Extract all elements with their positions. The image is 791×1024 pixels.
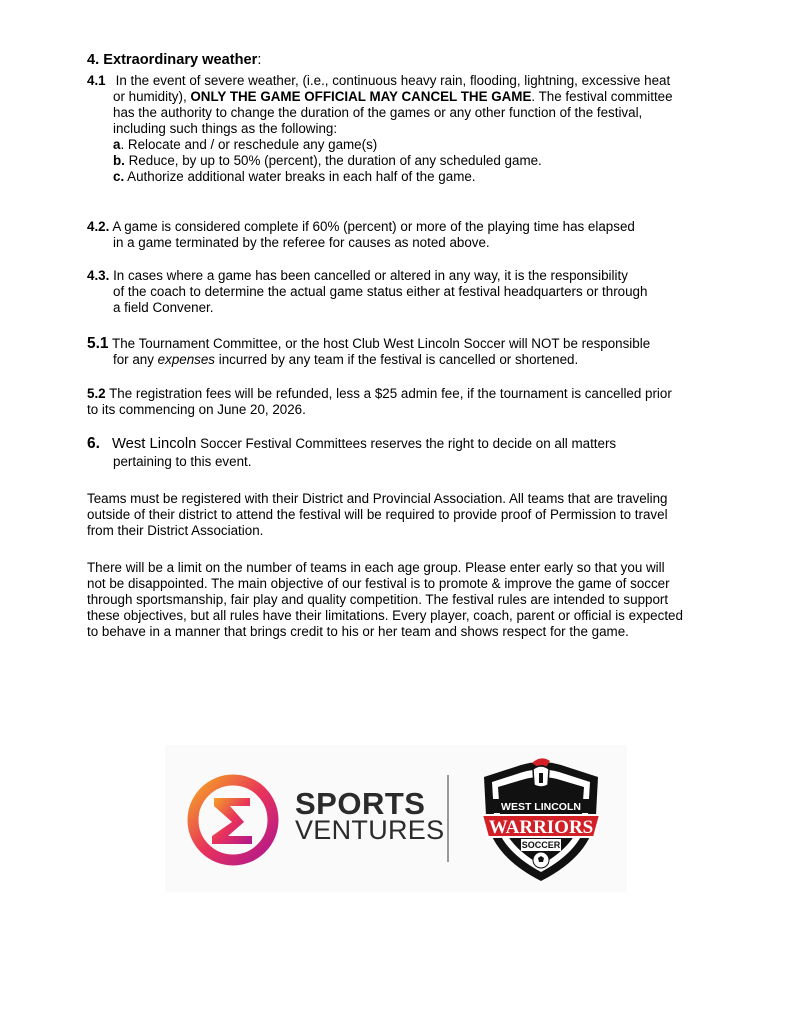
limit-para-line-3: through sportsmanship, fair play and quality competition. The festival rules are intended to support (87, 592, 669, 607)
spartan-helmet-icon (532, 758, 550, 787)
logo-divider (447, 775, 449, 862)
para-4-3-line-1: 4.3. In cases where a game has been cancelled or altered in any way, it is the responsibility (87, 268, 628, 283)
para-5-2-line-2: to its commencing on June 20, 2026. (87, 402, 306, 417)
limit-para-line-1: There will be a limit on the number of teams in each age group. Please enter early so that you will (87, 560, 665, 575)
shield-text-warriors: WARRIORS (488, 817, 594, 838)
limit-para-line-2: not be disappointed. The main objective of our festival is to promote & improve the game of soccer (87, 576, 670, 591)
para-4-1-line-4: including such things as the following: (113, 121, 338, 136)
shield-text-west-lincoln: WEST LINCOLN (501, 801, 581, 813)
para-4-2-line-2: in a game terminated by the referee for causes as noted above. (113, 235, 490, 250)
registration-para-line-3: from their District Association. (87, 523, 264, 538)
list-item-a: a. Relocate and / or reschedule any game(s) (113, 137, 378, 152)
para-6-line-2: pertaining to this event. (113, 454, 252, 469)
warriors-shield-icon (476, 755, 606, 885)
para-5-1-line-2: for any expenses incurred by any team if the festival is cancelled or shortened. (113, 352, 579, 367)
registration-para-line-1: Teams must be registered with their District and Provincial Association. All teams that are traveling (87, 491, 668, 506)
para-4-3-line-3: a field Convener. (113, 300, 214, 315)
para-4-1-line-3: has the authority to change the duration of the games or any other function of the festival, (113, 105, 643, 120)
para-4-3-line-2: of the coach to determine the actual game status either at festival headquarters or through (113, 284, 648, 299)
para-4-1-line-1: 4.1 In the event of severe weather, (i.e., continuous heavy rain, flooding, lightning, excessive heat (87, 73, 671, 88)
section-4-heading: 4. Extraordinary weather: (87, 52, 262, 68)
registration-para-line-2: outside of their district to attend the festival will be required to provide proof of Permission to travel (87, 507, 668, 522)
sports-ventures-word-ventures: VENTURES (295, 815, 445, 845)
para-4-1-line-2: or humidity), ONLY THE GAME OFFICIAL MAY CANCEL THE GAME. The festival committee (113, 89, 673, 104)
sports-ventures-word-sports: SPORTS (295, 786, 426, 821)
limit-para-line-5: to behave in a manner that brings credit to his or her team and shows respect for the game. (87, 624, 629, 639)
para-5-2-line-1: 5.2 The registration fees will be refunded, less a $25 admin fee, if the tournament is cancelled prior (87, 386, 672, 401)
para-4-2-line-1: 4.2. A game is considered complete if 60% (percent) or more of the playing time has elapsed (87, 219, 635, 234)
para-5-1-line-1: 5.1 The Tournament Committee, or the host Club West Lincoln Soccer will NOT be responsible (87, 335, 651, 352)
list-item-c: c. Authorize additional water breaks in each half of the game. (113, 169, 476, 184)
para-6-line-1: 6. West Lincoln Soccer Festival Committees reserves the right to decide on all matters (87, 435, 617, 452)
soccer-ball-icon (533, 852, 549, 868)
shield-text-soccer: SOCCER (521, 840, 561, 850)
sports-ventures-emblem-icon (178, 772, 288, 868)
list-item-b: b. Reduce, by up to 50% (percent), the duration of any scheduled game. (113, 153, 542, 168)
limit-para-line-4: these objectives, but all rules have their limitations. Every player, coach, parent or official is expected (87, 608, 683, 623)
